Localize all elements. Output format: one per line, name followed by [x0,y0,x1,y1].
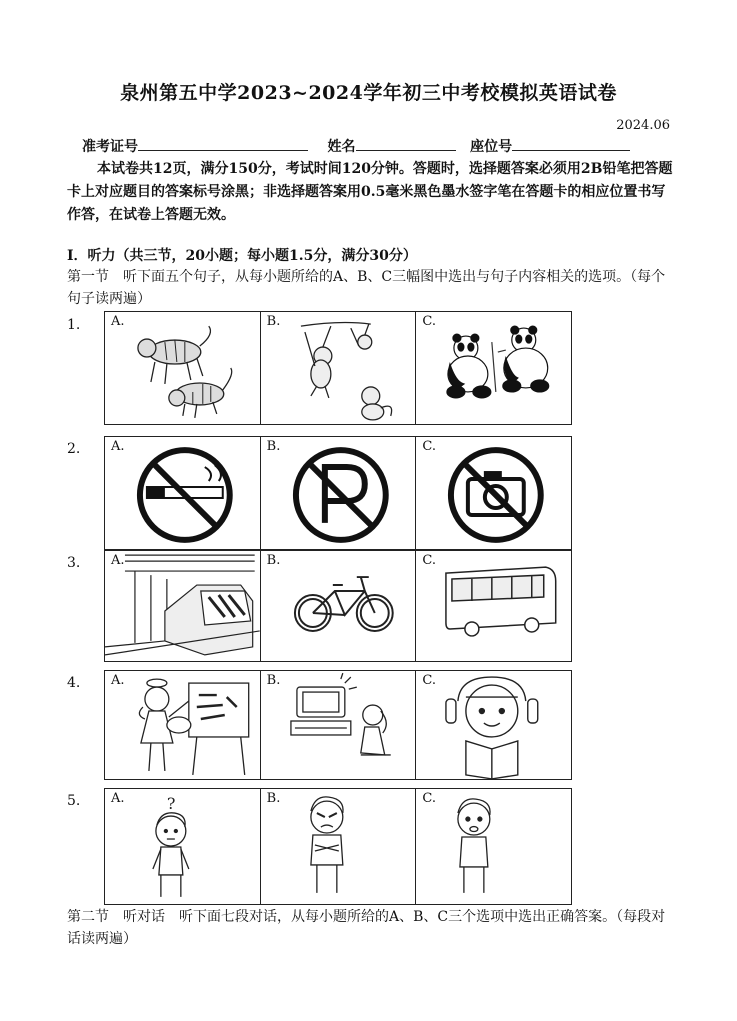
part2-instructions: 第二节 听对话 听下面七段对话，从每小题所给的A、B、C三个选项中选出正确答案。（每段对话读两遍） [67,909,666,947]
option-b[interactable]: B. [260,312,416,424]
name-label: 姓名 [327,139,356,155]
no-smoking-icon [105,437,260,549]
exam-date: 2024.06 [616,118,670,133]
question-number: 4. [67,675,81,691]
no-photography-icon [416,437,571,549]
monkeys-icon [261,312,416,424]
girl-painting-icon [105,671,260,779]
tigers-icon [105,312,260,424]
svg-text:?: ? [166,794,176,814]
option-b[interactable]: B. [260,671,416,779]
pandas-icon [416,312,571,424]
question-3-options [104,550,572,662]
bus-icon [416,551,571,661]
option-c[interactable]: C. [415,551,571,661]
girl-watching-tv-icon [261,671,416,779]
question-number: 5. [67,793,81,809]
bicycle-icon [261,551,416,661]
option-c[interactable]: C. [415,789,571,904]
no-parking-icon [261,437,416,549]
worried-boy-icon [416,789,571,904]
option-b[interactable]: B. [260,437,416,549]
instructions-paragraph [67,158,673,227]
exam-no-blank[interactable] [138,136,308,151]
option-b[interactable]: B. [260,551,416,661]
question-5-options [104,788,572,905]
question-1-options [104,311,572,425]
exam-no-label: 准考证号 [82,139,138,155]
option-a[interactable]: A. ? [105,789,260,904]
option-c[interactable]: C. [415,671,571,779]
candidate-info-line [82,136,630,156]
girl-reading-icon [416,671,571,779]
option-a[interactable]: A. [105,551,260,661]
subway-train-icon [105,551,260,661]
seat-label: 座位号 [470,139,513,155]
confused-boy-icon [105,789,260,904]
option-c[interactable]: C. [415,312,571,424]
instructions-text: 本试卷共12页，满分150分，考试时间120分钟。答题时，选择题答案必须用2B铅笔把答题卡上对应题目的答案标号涂黑；非选择题答案用0.5毫米黑色墨水签字笔在答题卡的相应位置书写作答，在试卷上答题无效。 [67,161,673,223]
page-title: 泉州第五中学2023~2024学年初三中考校模拟英语试卷 [120,82,617,104]
listening-section-title: I．听力（共三节，20小题；每小题1.5分，满分30分） [67,248,417,264]
option-c[interactable]: C. [415,437,571,549]
question-number: 2. [67,441,81,457]
angry-boy-icon [261,789,416,904]
question-4-options [104,670,572,780]
option-a[interactable]: A. [105,437,260,549]
name-blank[interactable] [356,136,456,151]
option-b[interactable]: B. [260,789,416,904]
option-a[interactable]: A. [105,312,260,424]
question-number: 1. [67,317,81,333]
question-number: 3. [67,555,81,571]
seat-blank[interactable] [512,136,630,151]
question-2-options [104,436,572,550]
part1-instructions: 第一节 听下面五个句子，从每小题所给的A、B、C三幅图中选出与句子内容相关的选项。（每个句子读两遍） [67,269,666,307]
option-a[interactable]: A. [105,671,260,779]
